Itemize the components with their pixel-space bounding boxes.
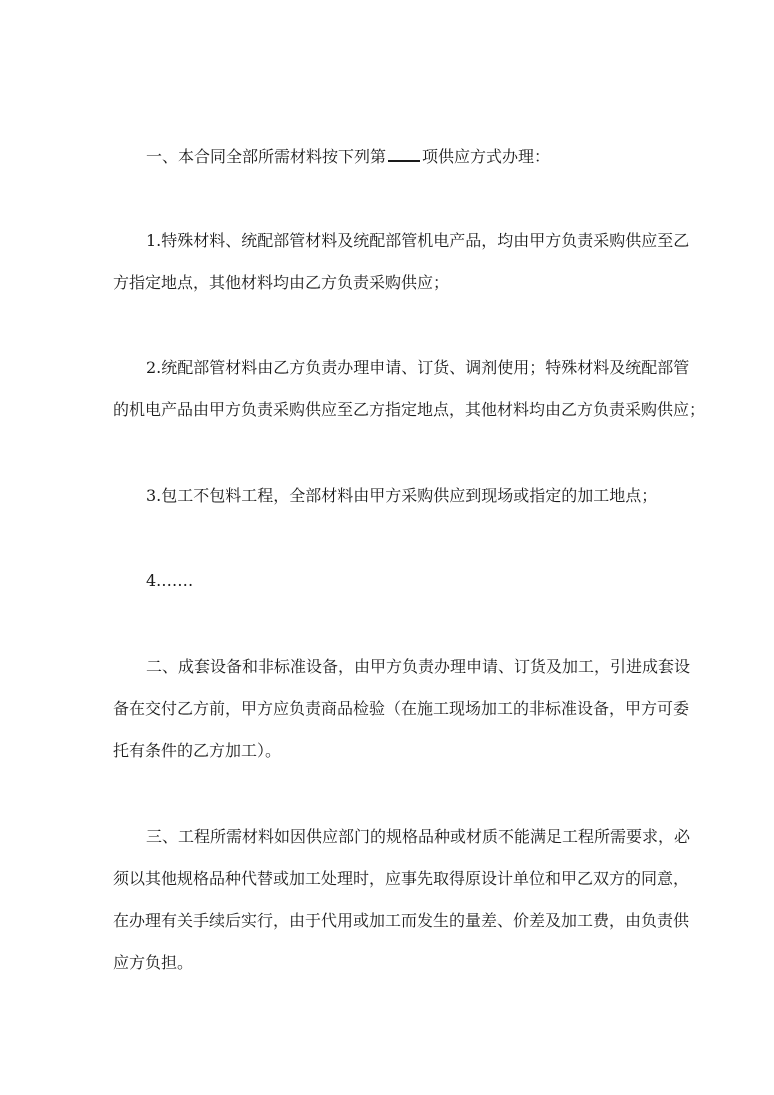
item-4-line-1: 4.…… <box>146 571 194 590</box>
section-3-line-1: 三、工程所需材料如因供应部门的规格品种或材质不能满足工程所需要求，必 <box>146 827 691 846</box>
section-1-text-before-blank: 一、本合同全部所需材料按下列第 <box>146 147 387 166</box>
item-1-line-1: 1.特殊材料、统配部管材料及统配部管机电产品，均由甲方负责采购供应至乙 <box>146 231 690 250</box>
section-1-line-1 <box>146 146 706 167</box>
fill-in-blank <box>388 146 420 162</box>
item-1-line-2: 方指定地点，其他材料均由乙方负责采购供应； <box>113 273 450 292</box>
section-2-line-2: 备在交付乙方前，甲方应负责商品检验（在施工现场加工的非标准设备，甲方可委 <box>113 699 690 718</box>
section-2-line-3: 托有条件的乙方加工）。 <box>113 741 282 760</box>
section-2-line-1: 二、成套设备和非标准设备，由甲方负责办理申请、订货及加工，引进成套设 <box>146 657 691 676</box>
section-3-line-2: 须以其他规格品种代替或加工处理时，应事先取得原设计单位和甲乙双方的同意， <box>113 869 690 888</box>
section-3-line-4: 应方负担。 <box>113 953 194 972</box>
section-3-line-3: 在办理有关手续后实行，由于代用或加工而发生的量差、价差及加工费，由负责供 <box>113 911 690 930</box>
item-2-line-2: 的机电产品由甲方负责采购供应至乙方指定地点，其他材料均由乙方负责采购供应； <box>113 400 706 419</box>
item-2-line-1: 2.统配部管材料由乙方负责办理申请、订货、调剂使用；特殊材料及统配部管 <box>146 358 690 377</box>
section-1-text-after-blank: 项供应方式办理： <box>422 147 551 166</box>
item-3-line-1: 3.包工不包料工程，全部材料由甲方采购供应到现场或指定的加工地点； <box>146 486 658 505</box>
